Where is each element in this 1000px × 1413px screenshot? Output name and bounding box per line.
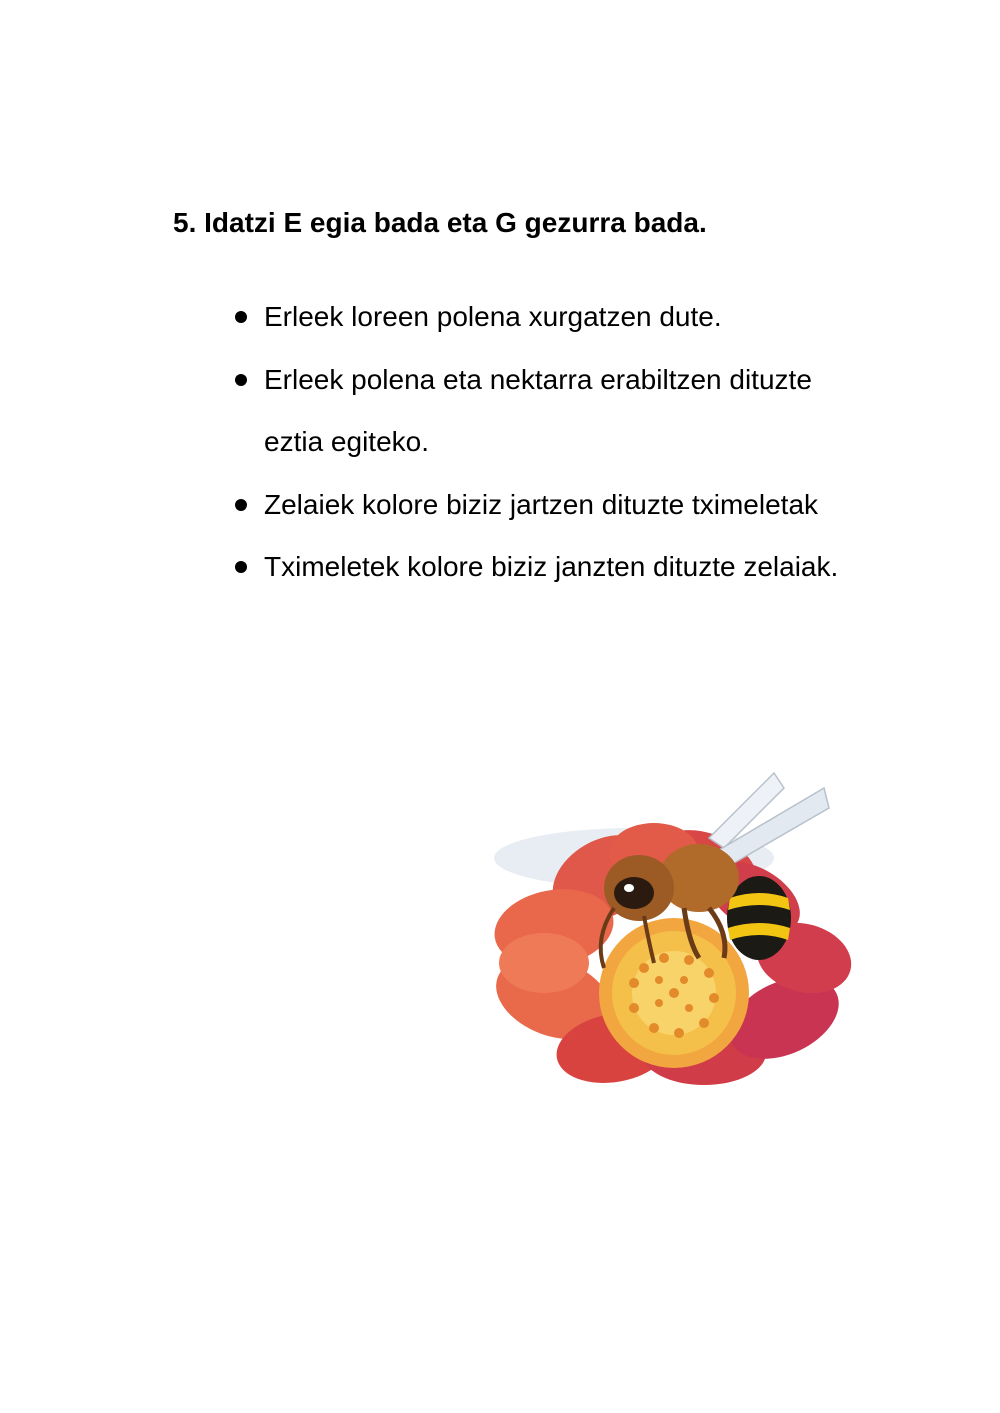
statement-item [232,349,872,474]
statement-text: Tximeletek kolore biziz janzten dituzte zelaiak. [264,551,839,582]
statement-text: Erleek polena eta nektarra erabiltzen dituzte eztia egiteko. [264,363,812,457]
statement-text: Zelaiek kolore biziz jartzen dituzte tximeletak [264,488,819,520]
bee-on-flower-illustration [484,768,854,1088]
statement-list [232,286,872,599]
statement-item [232,474,872,537]
bullet-icon [235,374,247,386]
bullet-icon [235,311,247,323]
exercise-heading: 5. Idatzi E egia bada eta G gezurra bada. [173,207,707,238]
bullet-icon [235,499,247,511]
statement-item [232,536,872,599]
statement-item [232,286,872,349]
statement-text: Erleek loreen polena xurgatzen dute. [264,301,722,332]
bullet-icon [235,561,247,573]
